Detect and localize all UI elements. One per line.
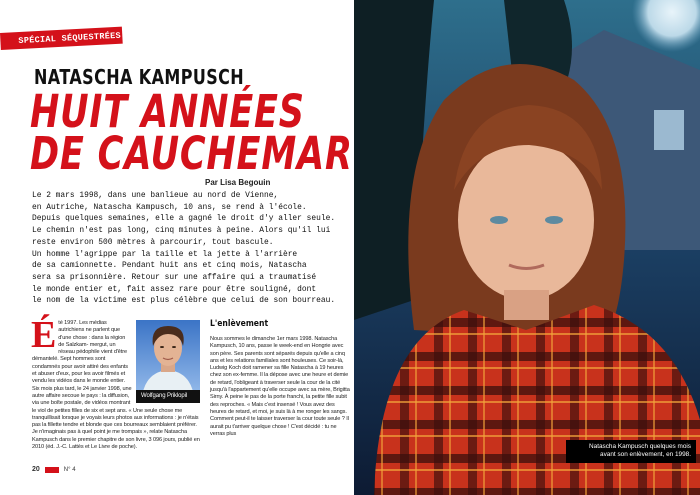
intro-line: en Autriche, Natascha Kampusch, 10 ans, se rend à l'école.	[32, 202, 307, 212]
body-line: t'arriver quelque chose ! C'est décidé : tu ne verras plus	[210, 423, 337, 437]
article-kicker: NATASCHA KAMPUSCH	[34, 65, 245, 89]
article-title-line-1: HUIT ANNÉES	[30, 85, 305, 138]
body-line: à quel point je me trompais », relate Natascha Kampusch	[32, 429, 188, 443]
body-line: Nous sommes le dimanche 1er mars 1998.	[210, 336, 313, 342]
intro-line: Depuis quelques semaines, elle a gagné le droit d'y aller seule.	[32, 214, 336, 224]
image-caption	[566, 440, 696, 463]
body-line: une heure et demie de retard, l'obligeant	[210, 372, 349, 386]
intro-line: Le 2 mars 1998, dans une banlieue au nord de Vienne,	[32, 191, 279, 200]
column-2	[210, 336, 350, 438]
body-line: abuser d'eux, pour les avoir filmés et vendu	[32, 371, 126, 385]
body-line: aux informations : je n'étais pas la fillette tendre et blonde	[32, 414, 199, 429]
column-2-bottom	[210, 387, 350, 437]
body-line: peut-il te laisser traverser la cour toute seule ? Il aurait pu	[210, 416, 349, 430]
body-line: dans le premier chapitre de son livre, 3 096 jours, publié en	[59, 436, 200, 443]
photo-caption: Wolfgang Priklopil	[136, 390, 200, 403]
body-line: que ces bourreaux semblaient préférer. Je n'imaginais pas	[32, 422, 197, 436]
page-number: 20	[32, 466, 40, 473]
magazine-logo	[45, 467, 59, 473]
body-line: l'appartement qu'elle occupe avec sa mère, Brigitta Sirny.	[210, 387, 350, 401]
section-heading: L'enlèvement	[210, 319, 269, 329]
body-line: ne parlent que d'une chose :	[58, 327, 121, 341]
body-line: à traverser seule la cour de la cité jusqu'à	[210, 379, 341, 394]
column-1-middle	[32, 349, 144, 413]
intro-line: le nom de la victime est plus célèbre que celui de son bourreau.	[32, 296, 336, 306]
section-banner: SPÉCIAL SÉQUESTRÉES	[0, 27, 123, 50]
photo-figure	[136, 320, 200, 403]
body-line: reproches. « Mais c'est insensé ! Vous avez des heures de	[210, 401, 335, 415]
body-line: Six mois plus tard, le 24 janvier 1998, une	[32, 385, 132, 392]
intro-line: sera sa prisonnière. Retour sur une affaire qui a traumatisé	[32, 272, 317, 282]
column-2-top	[210, 336, 348, 393]
illustration-portrait	[354, 0, 700, 495]
body-line: houleuses. Ce soir-là, Ludwig Koch doit	[210, 357, 344, 372]
body-line: chez son ex-femme. Il la dépose avec	[210, 372, 301, 379]
body-line: dans la région de Salzkam-	[58, 334, 126, 348]
body-line: condamnés pour avoir attiré des enfants et	[32, 363, 128, 378]
body-line: a cinq ans et les relations familiales sont	[210, 350, 345, 364]
body-line: Natascha Kampusch, 10 ans, passe le	[210, 336, 338, 350]
intro-line: Le chemin n'est pas long, cinq minutes à peine. Alors qu'il lui	[32, 226, 331, 236]
body-line: les vidéos dans le monde entier.	[48, 378, 125, 385]
face	[458, 140, 594, 300]
body-line: vient d'être démantelé. Sept hommes sont	[32, 349, 128, 363]
body-line: À peine le pas de la porte franchi, la petite fille subit des	[210, 394, 347, 408]
portrait-photo	[136, 320, 200, 390]
intro-line: le monde entier et, fait assez rare pour être souligné, dont	[32, 284, 317, 294]
article-title-line-2: DE CAUCHEMAR	[30, 127, 353, 180]
body-line: une boîte postale, de vidéos montrant le	[32, 400, 131, 414]
intro-line: de sa camionnette. Pendant huit ans et cinq mois, Natascha	[32, 261, 307, 271]
body-line: viol de petites filles de six et sept ans. « Une	[37, 407, 143, 414]
intro-line: Un homme l'agrippe par la taille et la jette à l'arrière	[32, 249, 298, 259]
body-line: retard, et moi, je suis là à me ronger les sangs. Comment	[210, 408, 347, 423]
body-line: té 1997. Les médias autrichiens	[58, 320, 107, 334]
page-footer	[32, 466, 76, 473]
body-line: week-end en Hongrie avec son père.	[210, 343, 344, 357]
body-line: Ses parents sont séparés depuis qu'elle	[233, 350, 330, 357]
body-line: 2010 (éd. J.-C. Lattès et Le Livre de poche).	[32, 444, 137, 451]
caption-line: Natascha Kampusch quelques mois	[589, 443, 691, 450]
body-line: seule chose me tranquillisait lorsque je voyais leurs photos	[32, 407, 183, 421]
body-line: ramener sa fille Natascha à 19 heures	[252, 365, 344, 372]
intro-line: reste environ 500 mètres à parcourir, tout bascule.	[32, 237, 274, 247]
column-1-bottom	[32, 408, 200, 450]
column-1	[31, 314, 200, 451]
intro-paragraph	[32, 190, 335, 307]
issue-number: N° 4	[63, 466, 76, 473]
drop-cap: É	[31, 314, 57, 356]
body-line: autre affaire secoue le pays : la diffusion, via	[32, 392, 130, 407]
caption-line: avant son enlèvement, en 1998.	[600, 451, 691, 458]
body-line: mergut, un réseau pédophile	[58, 341, 116, 356]
byline: Par Lisa Begouin	[205, 178, 271, 187]
